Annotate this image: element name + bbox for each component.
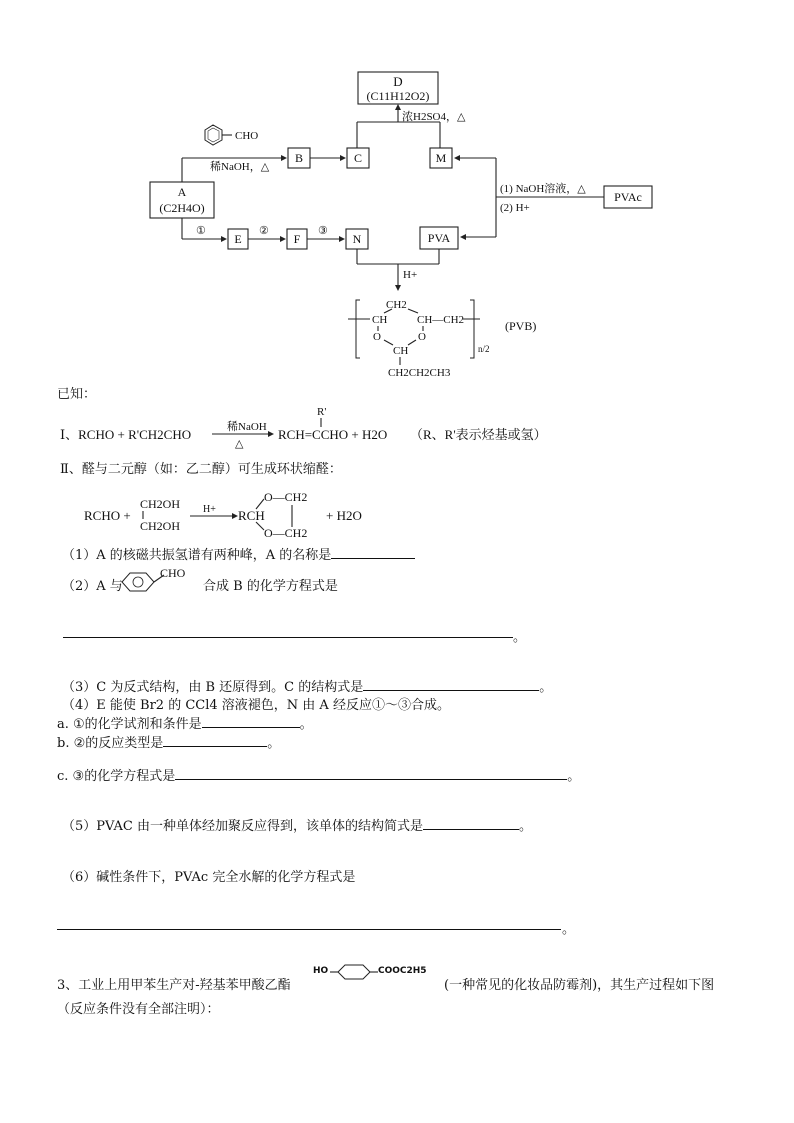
pvb-ch-bottom: CH [393,345,409,357]
rule2-ch2oh-bottom: CH2OH [140,519,181,533]
period-4b: 。 [267,736,281,751]
problem-3-text-3: （反应条件没有全部注明）： [57,1002,220,1017]
period-5: 。 [519,819,533,834]
pvb-structure [348,299,490,379]
answer-blank-4b[interactable] [163,734,267,747]
a-label: A [177,185,187,199]
pvb-ch-left: CH [372,314,388,326]
known-reaction-2 [0,482,794,542]
pvb-o-right: O [418,331,426,343]
answer-blank-1[interactable] [331,546,415,559]
p3-ho-label: HO [313,966,329,976]
step1-label: ① [196,225,206,237]
rule1-note: （R、R'表示烃基或氢） [410,427,547,442]
answer-line-6[interactable] [57,929,561,930]
arrow-head [395,104,401,110]
question-4c [57,765,580,784]
rule2-ch2oh-top: CH2OH [140,497,181,511]
question-4c-text: c. ③的化学方程式是 [57,769,176,784]
step3-label: ③ [318,225,328,237]
f-label: F [293,232,301,246]
problem-3-text: 3、工业上用甲苯生产对-羟基苯甲酸乙酯 [57,978,291,993]
rule2-water: + H2O [326,508,362,523]
rule2-rch: RCH [238,508,265,523]
d-label: D [393,74,403,89]
question-5-text: （5）PVAC 由一种单体经加聚反应得到，该单体的结构简式是 [62,819,423,834]
step2-label: ② [259,225,269,237]
problem-3-text-2: (一种常见的化妆品防霉剂)，其生产过程如下图 [444,978,715,993]
answer-blank-4c[interactable] [175,767,567,780]
rule1-condition: 稀NaOH [227,421,267,433]
known-heading: 已知： [57,387,97,402]
cho-label: CHO [235,130,259,142]
period-4c: 。 [567,769,581,784]
pvac-label: PVAc [614,190,642,204]
pvb-label: (PVB) [505,319,537,333]
answer-blank-4a[interactable] [202,715,300,728]
pvb-n-over-2: n/2 [478,344,490,354]
period-6: 。 [562,922,576,937]
period-4a: 。 [299,717,313,732]
c-label: C [353,151,363,165]
question-1 [62,544,415,563]
p3-cooc2h5-label: COOC2H5 [378,966,427,976]
rule2-o-ch2-top: O—CH2 [264,490,308,504]
question-2-suffix: 合成 B 的化学方程式是 [203,579,338,594]
known-reaction-1 [0,400,794,450]
period-3: 。 [539,680,553,695]
rule2-text: Ⅱ、醛与二元醇（如：乙二醇）可生成环状缩醛： [60,462,342,477]
rule1-r-prime: R' [317,406,327,418]
rule1-delta: △ [235,438,244,450]
question-1-text: （1）A 的核磁共振氢谱有两种峰，A 的名称是 [62,548,332,563]
reaction-scheme [0,0,794,390]
question-4b [57,732,280,751]
pvb-ch2-top: CH2 [386,299,407,311]
dilute-naoh-label: 稀NaOH，△ [210,161,270,173]
n-label: N [352,232,362,246]
question-3 [62,676,552,695]
question-2-prefix: （2）A 与 [62,579,123,594]
pva-label: PVA [427,231,451,245]
h-plus-label: H+ [403,269,418,281]
question-4a [57,713,313,732]
pvb-propyl: CH2CH2CH3 [388,367,451,379]
rule1-prefix: Ⅰ、RCHO + R'CH2CHO [60,427,192,442]
question-4: （4）E 能使 Br2 的 CCl4 溶液褪色，N 由 A 经反应①～③合成。 [62,698,450,713]
e-label: E [234,232,242,246]
naoh-step1-label: (1) NaOH溶液，△ [500,183,586,195]
rule1-product: RCH=CCHO + H2O [278,427,388,442]
pvb-o-left: O [373,331,381,343]
pvb-ch-right: CH—CH2 [417,314,465,326]
question-5 [62,815,532,834]
h-step2-label: (2) H+ [500,202,530,214]
rule2-o-ch2-bottom: O—CH2 [264,526,308,540]
d-formula: (C11H12O2) [366,89,430,103]
question-4b-text: b. ②的反应类型是 [57,736,164,751]
rule2-rcho: RCHO + [84,508,131,523]
conc-h2so4-label: 浓H2SO4，△ [402,111,466,123]
p3-benzene-icon [330,962,380,982]
period-2: 。 [513,630,527,645]
benzaldehyde-icon [205,125,232,145]
question-6: （6）碱性条件下，PVAc 完全水解的化学方程式是 [62,870,356,885]
question-2 [62,575,123,594]
answer-blank-3[interactable] [363,678,539,691]
answer-blank-5[interactable] [423,817,519,830]
question-4a-text: a. ①的化学试剂和条件是 [57,717,202,732]
q2-cho-label: CHO [160,566,186,580]
b-label: B [294,151,304,165]
question-3-text: （3）C 为反式结构，由 B 还原得到。C 的结构式是 [62,680,364,695]
a-formula: (C2H4O) [159,201,205,215]
m-label: M [435,151,447,165]
rule2-h-plus: H+ [203,504,216,515]
answer-line-2[interactable] [63,637,513,638]
